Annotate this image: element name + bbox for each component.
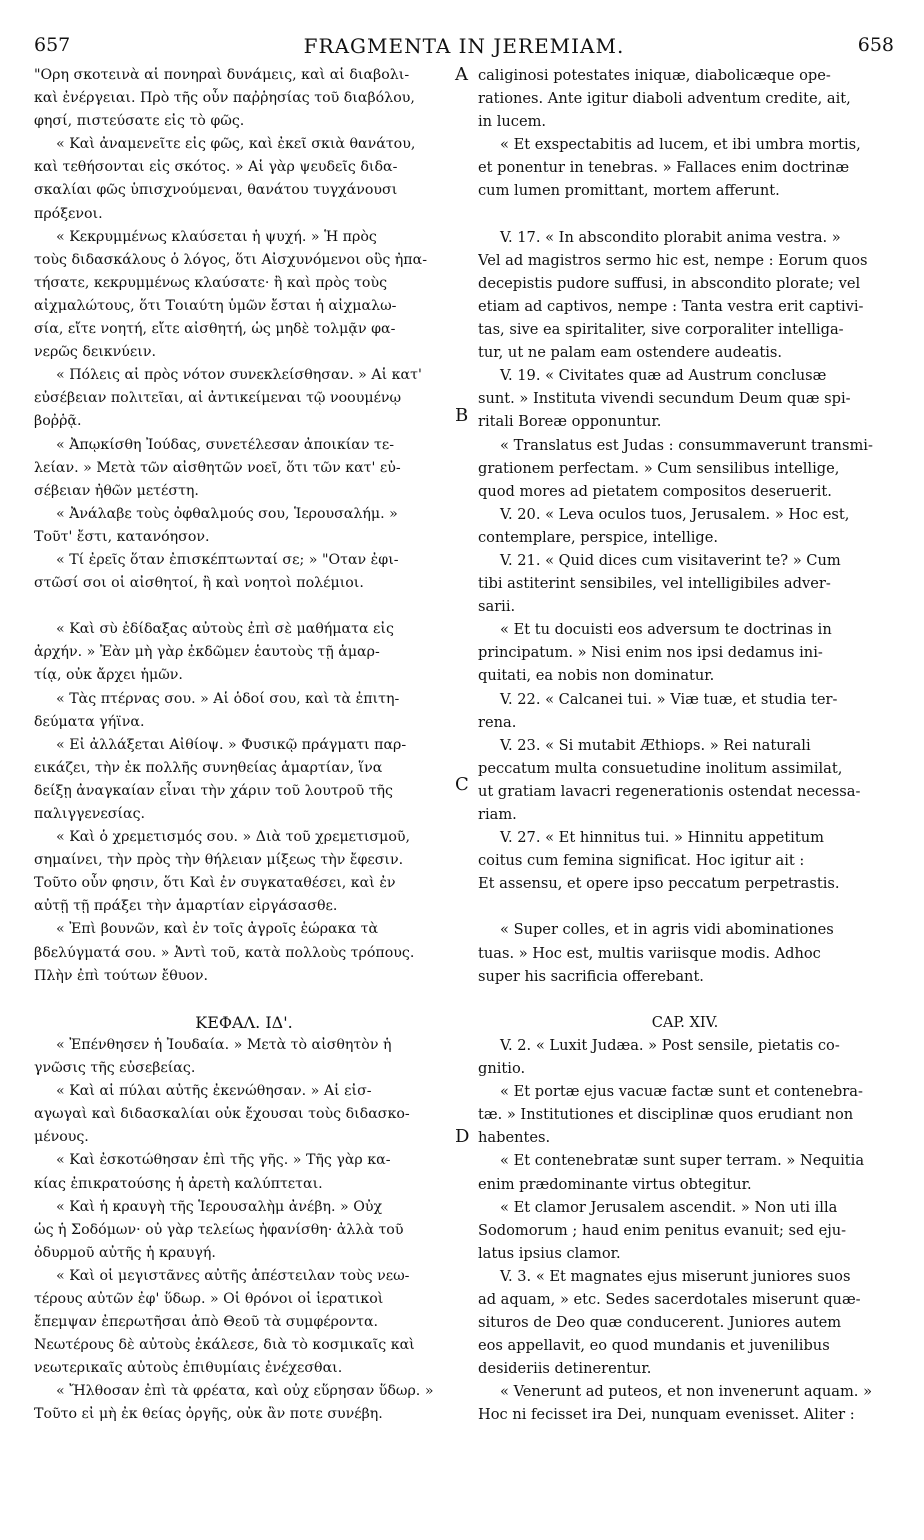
latin-text-line: tur, ut ne palam eam ostendere audeatis.	[478, 344, 783, 362]
greek-text-line: « Καὶ ἐσκοτώθησαν ἐπὶ τῆς γῆς. » Τῆς γὰρ κα-	[56, 1152, 391, 1169]
latin-text-line: rena.	[478, 713, 517, 731]
greek-text-line: αγωγαὶ καὶ διδασκαλίαι οὐκ ἔχουσαι τοὺς διδασκο-	[34, 1106, 410, 1123]
greek-text-line: Πλὴν ἐπὶ τούτων ἔθυον.	[34, 967, 209, 984]
latin-text-line: sunt. » Instituta vivendi secundum Deum quæ spi-	[478, 390, 851, 408]
latin-text-line: V. 2. « Luxit Judæa. » Post sensile, pietatis co-	[500, 1036, 840, 1054]
latin-text-line: V. 17. « In abscondito plorabit anima vestra. »	[500, 228, 841, 246]
greek-text-line: ἔπεμψαν ἐπερωτῆσαι ἀπὸ Θεοῦ τὰ συμφέροντα.	[34, 1314, 379, 1331]
greek-text-line: ἀρχήν. » Ἐὰν μὴ γὰρ ἐκδῶμεν ἑαυτοὺς τῇ ἁμαρ-	[34, 644, 380, 661]
greek-text-line: σέβειαν ἠθῶν μετέστη.	[34, 482, 199, 499]
latin-text-line: enim prædominante virtus obtegitur.	[478, 1175, 752, 1193]
greek-text-line: γνῶσις τῆς εὐσεβείας.	[34, 1060, 196, 1077]
latin-text-line: « Et tu docuisti eos adversum te doctrinas in	[500, 621, 832, 639]
latin-text-line: V. 22. « Calcanei tui. » Viæ tuæ, et studia ter-	[500, 690, 838, 708]
latin-text-line: peccatum multa consuetudine inolitum assimilat,	[478, 759, 843, 777]
latin-text-line: « Venerunt ad puteos, et non invenerunt aquam. »	[500, 1383, 873, 1401]
latin-text-line: situros de Deo quæ conducerent. Juniores autem	[478, 1314, 842, 1332]
latin-text-line: in lucem.	[478, 113, 547, 131]
greek-text-line: τίᾳ, οὐκ ἄρχει ἡμῶν.	[34, 667, 183, 684]
greek-text-line: « Καὶ ὁ χρεμετισμός σου. » Διὰ τοῦ χρεμετισμοῦ,	[56, 829, 411, 846]
greek-text-line: Τοῦτο εἰ μὴ ἐκ θείας ὀργῆς, οὐκ ἂν ποτε συνέβη.	[34, 1406, 383, 1423]
latin-text-line: V. 23. « Si mutabit Æthiops. » Rei naturali	[500, 736, 811, 754]
latin-text-line: V. 20. « Leva oculos tuos, Jerusalem. » Hoc est,	[500, 505, 850, 523]
latin-text-line: tas, sive ea spiritaliter, sive corporaliter intelliga-	[478, 321, 844, 339]
latin-text-line: V. 3. « Et magnates ejus miserunt juniores suos	[500, 1267, 851, 1285]
latin-text-line	[478, 988, 892, 1011]
latin-text-line: Et assensu, et opere ipso peccatum perpetrastis.	[478, 875, 840, 893]
greek-text-line: τοὺς διδασκάλους ὁ λόγος, ὅτι Αἰσχυνόμενοι οὓς ἠπα-	[34, 251, 427, 268]
latin-text-line: Hoc ni fecisset ira Dei, nunquam evenisset. Aliter :	[478, 1406, 855, 1424]
latin-text-line: « Translatus est Judas : consummaverunt transmi-	[500, 436, 873, 454]
greek-text-line: αἰχμαλώτους, ὅτι Τοιαύτη ὑμῶν ἔσται ἡ αἰχμαλω-	[34, 297, 397, 314]
greek-text-line: « Ἐπένθησεν ἡ Ἰουδαία. » Μετὰ τὸ αἰσθητὸν ἡ	[56, 1036, 392, 1053]
greek-text-line: « Τὰς πτέρνας σου. » Αἱ ὁδοί σου, καὶ τὰ ἐπιτη-	[56, 690, 400, 707]
latin-text-line: tæ. » Institutiones et disciplinæ quos erudiant non	[478, 1106, 854, 1124]
latin-text-line: grationem perfectam. » Cum sensilibus intellige,	[478, 459, 840, 477]
greek-text-line: « Καὶ ἡ κραυγὴ τῆς Ἱερουσαλὴμ ἀνέβη. » Οὐχ	[56, 1198, 383, 1215]
latin-text-line: et ponentur in tenebras. » Fallaces enim doctrinæ	[478, 159, 850, 177]
greek-chapter-heading: ΚΕΦΑΛ. ΙΔ'.	[195, 1012, 293, 1032]
greek-text-line: πρόξενοι.	[34, 205, 103, 222]
latin-text-line: gnitio.	[478, 1060, 526, 1078]
greek-text-line: « Ἀνάλαβε τοὺς ὀφθαλμούς σου, Ἱερουσαλήμ. »	[56, 505, 398, 522]
greek-text-line	[34, 595, 454, 618]
latin-text-line: coitus cum femina significat. Hoc igitur ait :	[478, 852, 805, 870]
greek-text-line	[34, 988, 454, 1011]
greek-text-line: φησί, πιστεύσατε εἰς τὸ φῶς.	[34, 113, 245, 130]
greek-text-line: Τοῦτ' ἔστι, κατανόησον.	[34, 528, 210, 545]
greek-text-line: δεύματα γήϊνα.	[34, 713, 145, 730]
latin-text-line: super his sacrificia offerebant.	[478, 967, 704, 985]
latin-text-line: tibi astiterint sensibiles, vel intelligibiles adver-	[478, 575, 831, 593]
latin-text-line: rationes. Ante igitur diaboli adventum credite, ait,	[478, 90, 851, 108]
greek-text-line: μένους.	[34, 1129, 89, 1146]
greek-text-line: « Καὶ σὺ ἐδίδαξας αὐτοὺς ἐπὶ σὲ μαθήματα εἰς	[56, 621, 394, 638]
latin-text-line: Vel ad magistros sermo hic est, nempe : Eorum quos	[478, 251, 868, 269]
latin-text-line	[478, 203, 892, 226]
greek-column	[34, 64, 454, 1427]
latin-text-line: « Et exspectabitis ad lucem, et ibi umbra mortis,	[500, 136, 861, 154]
margin-letter-a: A	[455, 64, 468, 85]
latin-text-line: « Et portæ ejus vacuæ factæ sunt et contenebra-	[500, 1083, 863, 1101]
greek-text-line: δείξῃ ἀναγκαίαν εἶναι τὴν χάριν τοῦ λουτροῦ τῆς	[34, 782, 394, 799]
latin-text-line: riam.	[478, 806, 517, 823]
greek-text-line: παλιγγενεσίας.	[34, 806, 146, 822]
latin-text-line: latus ipsius clamor.	[478, 1244, 621, 1262]
page-number-right: 658	[857, 34, 894, 56]
latin-text-line: principatum. » Nisi enim nos ipsi dedamus ini-	[478, 644, 823, 662]
margin-letter-d: D	[455, 1126, 470, 1147]
latin-text-line: desideriis detinerentur.	[478, 1360, 652, 1378]
greek-text-line: αὐτῇ τῇ πράξει τὴν ἁμαρτίαν εἰργάσασθε.	[34, 898, 338, 915]
latin-text-line: eos appellavit, eo quod mundanis et juvenilibus	[478, 1337, 830, 1355]
greek-text-line: βοῤῥᾷ.	[34, 413, 82, 430]
greek-text-line: στῶσί σοι οἱ αἰσθητοί, ἢ καὶ νοητοὶ πολέμιοι.	[34, 575, 364, 592]
greek-text-line: « Εἰ ἀλλάξεται Αἰθίοψ. » Φυσικῷ πράγματι παρ-	[56, 736, 407, 753]
greek-text-line: « Τί ἐρεῖς ὅταν ἐπισκέπτωνταί σε; » "Οταν ἐφι-	[56, 551, 399, 568]
greek-text-line: τέρους αὐτῶν ἐφ' ὕδωρ. » Οἱ θρόνοι οἱ ἱερατικοὶ	[34, 1290, 384, 1307]
latin-text-line: decepistis pudore suffusi, in abscondito plorate; vel	[478, 274, 861, 292]
latin-text-line: « Super colles, et in agris vidi abominationes	[500, 921, 834, 939]
latin-text-line: V. 21. « Quid dices cum visitaverint te? » Cum	[500, 551, 841, 569]
latin-chapter-heading: CAP. XIV.	[651, 1013, 719, 1031]
greek-text-line: εὐσέβειαν πολιτεῖαι, αἱ ἀντικείμεναι τῷ νοουμένῳ	[34, 390, 402, 407]
greek-text-line: νερῶς δεικνύειν.	[34, 344, 156, 361]
greek-text-line: καὶ τεθήσονται εἰς σκότος. » Αἱ γὰρ ψευδεῖς διδα-	[34, 159, 398, 176]
greek-text-line: Νεωτέρους δὲ αὐτοὺς ἐκάλεσε, διὰ τὸ κοσμικαῖς καὶ	[34, 1337, 415, 1354]
latin-text-line: etiam ad captivos, nempe : Tanta vestra erit captivi-	[478, 297, 864, 315]
greek-text-line: σία, εἴτε νοητή, εἴτε αἰσθητή, ὡς μηδὲ τολμᾷν φα-	[34, 321, 396, 338]
page-number-left: 657	[34, 34, 71, 56]
greek-text-line: « Καὶ ἀναμενεῖτε εἰς φῶς, καὶ ἐκεῖ σκιὰ θανάτου,	[56, 136, 416, 153]
margin-letter-c: C	[455, 774, 469, 795]
latin-column	[478, 64, 892, 1427]
greek-text-line: « Ἐπὶ βουνῶν, καὶ ἐν τοῖς ἀγροῖς ἑώρακα τὰ	[56, 921, 379, 938]
greek-text-line: « Πόλεις αἱ πρὸς νότον συνεκλείσθησαν. » Αἱ κατ'	[56, 367, 422, 384]
latin-text-line: ad aquam, » etc. Sedes sacerdotales miserunt quæ-	[478, 1290, 861, 1308]
greek-text-line: λείαν. » Μετὰ τῶν αἰσθητῶν νοεῖ, ὅτι τῶν κατ' εὐ-	[34, 459, 401, 476]
latin-text-line: tuas. » Hoc est, multis variisque modis. Adhoc	[478, 944, 821, 962]
greek-text-line: καὶ ἐνέργειαι. Πρὸ τῆς οὖν παῤῥησίας τοῦ διαβόλου,	[34, 90, 415, 107]
greek-text-line: « Ἤλθοσαν ἐπὶ τὰ φρέατα, καὶ οὐχ εὕρησαν ὕδωρ. »	[56, 1383, 434, 1400]
greek-text-line: ὀδυρμοῦ αὐτῆς ἡ κραυγή.	[34, 1244, 216, 1261]
greek-text-line: τήσατε, κεκρυμμένως κλαύσατε· ἢ καὶ πρὸς τοὺς	[34, 274, 388, 291]
greek-text-line: « Ἀπῳκίσθη Ἰούδας, συνετέλεσαν ἀποικίαν τε-	[56, 436, 395, 453]
latin-text-line: « Et contenebratæ sunt super terram. » Nequitia	[500, 1152, 865, 1170]
latin-text-line: caliginosi potestates iniquæ, diabolicæque ope-	[478, 67, 831, 84]
greek-text-line: κίας ἐπικρατούσης ἡ ἀρετὴ καλύπτεται.	[34, 1175, 323, 1192]
latin-text-line: V. 27. « Et hinnitus tui. » Hinnitu appetitum	[500, 829, 824, 847]
greek-text-line: « Κεκρυμμένως κλαύσεται ἡ ψυχή. » Ἡ πρὸς	[56, 228, 377, 245]
latin-text-line: ut gratiam lavacri regenerationis ostendat necessa-	[478, 782, 861, 800]
greek-text-line: σκαλίαι φῶς ὑπισχνούμεναι, θανάτου τυγχάνουσι	[34, 182, 398, 199]
latin-text-line: contemplare, perspice, intellige.	[478, 528, 719, 546]
latin-text-line: sarii.	[478, 598, 516, 616]
latin-text-line: V. 19. « Civitates quæ ad Austrum conclusæ	[500, 367, 827, 385]
latin-text-line: quitati, ea nobis non dominatur.	[478, 667, 715, 685]
greek-text-line: σημαίνει, τὴν πρὸς τὴν θήλειαν μίξεως τὴν ἔφεσιν.	[34, 852, 404, 869]
page-header	[34, 34, 894, 64]
margin-letter-b: B	[455, 405, 469, 426]
greek-text-line: "Ορη σκοτεινὰ αἱ πονηραὶ δυνάμεις, καὶ αἱ διαβολι-	[34, 67, 410, 83]
greek-text-line: βδελύγματά σου. » Ἀντὶ τοῦ, κατὰ πολλοὺς τρόπους.	[34, 944, 415, 961]
latin-text-line	[478, 895, 892, 918]
latin-text-line: Sodomorum ; haud enim penitus evanuit; sed eju-	[478, 1221, 847, 1239]
latin-text-line: « Et clamor Jerusalem ascendit. » Non uti illa	[500, 1198, 838, 1216]
latin-text-line: quod mores ad pietatem compositos deseruerit.	[478, 482, 832, 500]
latin-text-line: habentes.	[478, 1129, 551, 1147]
running-title: FRAGMENTA IN JEREMIAM.	[303, 34, 625, 58]
greek-text-line: νεωτερικαῖς αὐτοὺς ἐπιθυμίαις ἐνέχεσθαι.	[34, 1360, 343, 1377]
greek-text-line: Τοῦτο οὖν φησιν, ὅτι Καὶ ἐν συγκαταθέσει, καὶ ἐν	[34, 875, 396, 892]
greek-text-line: « Καὶ οἱ μεγιστᾶνες αὐτῆς ἀπέστειλαν τοὺς νεω-	[56, 1267, 410, 1284]
latin-text-line: cum lumen promittant, mortem afferunt.	[478, 182, 780, 200]
greek-text-line: « Καὶ αἱ πύλαι αὐτῆς ἐκενώθησαν. » Αἱ εἰσ-	[56, 1083, 372, 1100]
greek-text-line: εικάζει, τὴν ἐκ πολλῆς συνηθείας ἁμαρτίαν, ἵνα	[34, 759, 383, 776]
greek-text-line: ὡς ἡ Σοδόμων· οὐ γὰρ τελείως ἠφανίσθη· ἀλλὰ τοῦ	[34, 1221, 404, 1238]
latin-text-line: ritali Boreæ opponuntur.	[478, 413, 662, 431]
